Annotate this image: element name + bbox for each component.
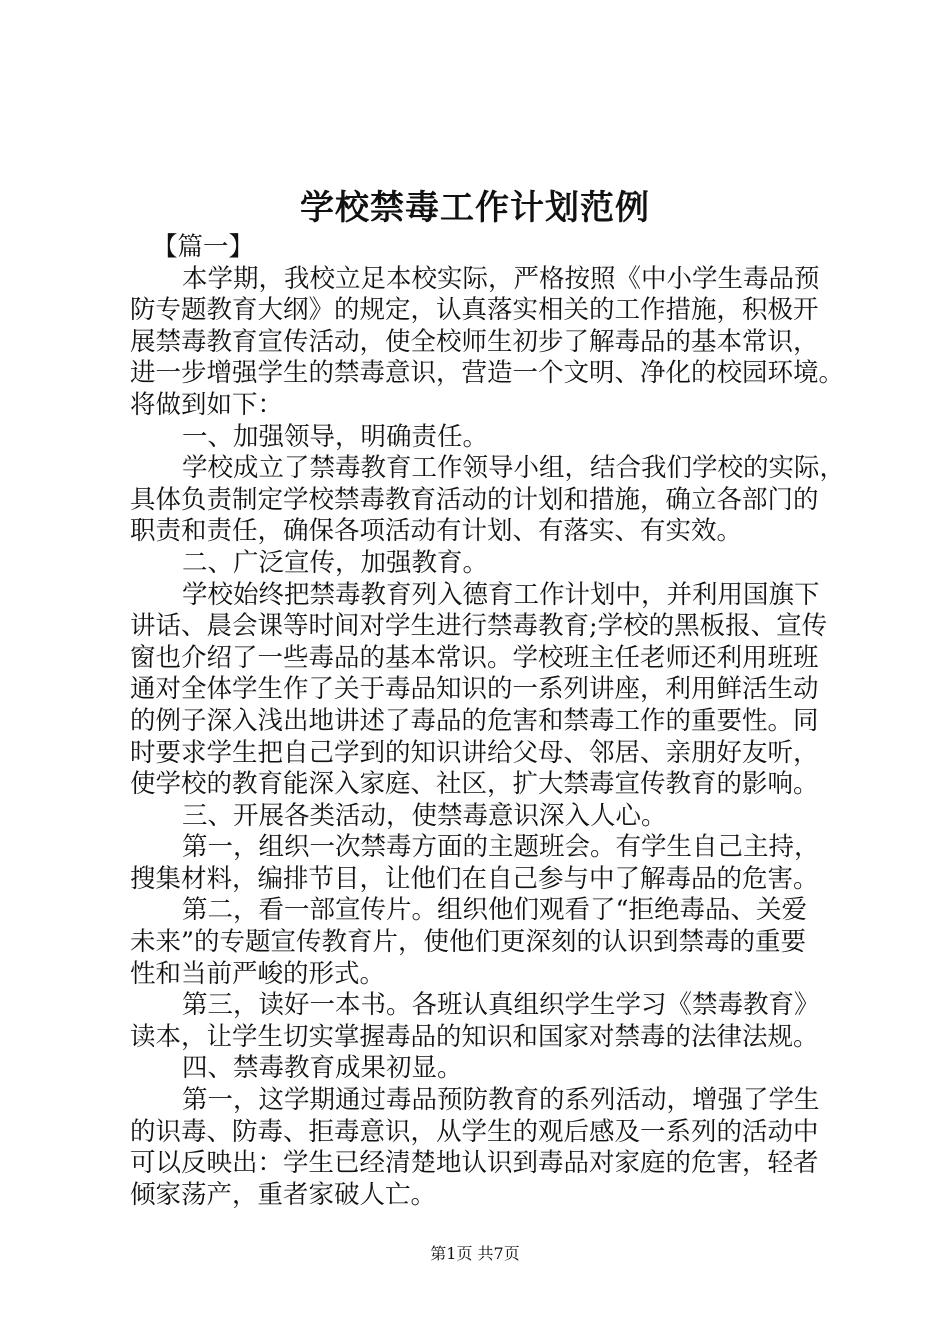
text-line: 使学校的教育能深入家庭、社区，扩大禁毒宣传教育的影响。 [130, 769, 819, 800]
text-line: 未来”的专题宣传教育片，使他们更深刻的认识到禁毒的重要 [130, 927, 807, 958]
text-line: 展禁毒教育宣传活动，使全校师生初步了解毒品的基本常识， [130, 326, 819, 357]
text-line: 学校始终把禁毒教育列入德育工作计划中，并利用国旗下 [182, 579, 820, 610]
text-line: 四、禁毒教育成果初显。 [182, 1053, 463, 1084]
paragraph-lines [130, 263, 846, 1212]
text-line: 一、加强领导，明确责任。 [182, 421, 489, 452]
text-line: 二、广泛宣传，加强教育。 [182, 547, 489, 578]
text-line: 职责和责任，确保各项活动有计划、有落实、有实效。 [130, 516, 743, 547]
text-line: 的例子深入浅出地讲述了毒品的危害和禁毒工作的重要性。同 [130, 705, 819, 736]
text-line: 三、开展各类活动，使禁毒意识深入人心。 [182, 800, 667, 831]
text-line: 具体负责制定学校禁毒教育活动的计划和措施，确立各部门的 [130, 484, 819, 515]
text-line: 可以反映出：学生已经清楚地认识到毒品对家庭的危害，轻者 [130, 1148, 819, 1179]
document-title: 学校禁毒工作计划范例 [300, 188, 650, 228]
section-label: 【篇一】 [152, 232, 255, 262]
text-line: 第一，组织一次禁毒方面的主题班会。有学生自己主持， [182, 832, 820, 863]
text-line: 的识毒、防毒、拒毒意识，从学生的观后感及一系列的活动中 [130, 1116, 819, 1147]
page-footer: 第1页 共7页 [430, 1244, 520, 1263]
text-line: 防专题教育大纲》的规定，认真落实相关的工作措施，积极开 [130, 295, 819, 326]
text-line: 通对全体学生作了关于毒品知识的一系列讲座，利用鲜活生动 [130, 674, 819, 705]
text-line: 读本，让学生切实掌握毒品的知识和国家对禁毒的法律法规。 [130, 1021, 819, 1052]
text-line: 时要求学生把自己学到的知识讲给父母、邻居、亲朋好友听， [130, 737, 819, 768]
text-line: 学校成立了禁毒教育工作领导小组，结合我们学校的实际， [182, 453, 846, 484]
text-line: 进一步增强学生的禁毒意识，营造一个文明、净化的校园环境。 [130, 358, 845, 389]
text-line: 窗也介绍了一些毒品的基本常识。学校班主任老师还利用班班 [130, 642, 819, 673]
text-line: 倾家荡产，重者家破人亡。 [130, 1179, 437, 1210]
text-line: 第一，这学期通过毒品预防教育的系列活动，增强了学生 [182, 1085, 820, 1116]
document-body [130, 232, 846, 1211]
text-line: 搜集材料，编排节目，让他们在自己参与中了解毒品的危害。 [130, 863, 819, 894]
text-line: 讲话、晨会课等时间对学生进行禁毒教育;学校的黑板报、宣传 [130, 611, 828, 642]
text-line: 第二，看一部宣传片。组织他们观看了“拒绝毒品、关爱 [182, 895, 808, 926]
text-line: 第三，读好一本书。各班认真组织学生学习《禁毒教育》 [182, 990, 820, 1021]
text-line: 性和当前严峻的形式。 [130, 958, 386, 989]
text-line: 将做到如下： [130, 389, 284, 420]
text-line: 本学期，我校立足本校实际，严格按照《中小学生毒品预 [182, 263, 820, 294]
